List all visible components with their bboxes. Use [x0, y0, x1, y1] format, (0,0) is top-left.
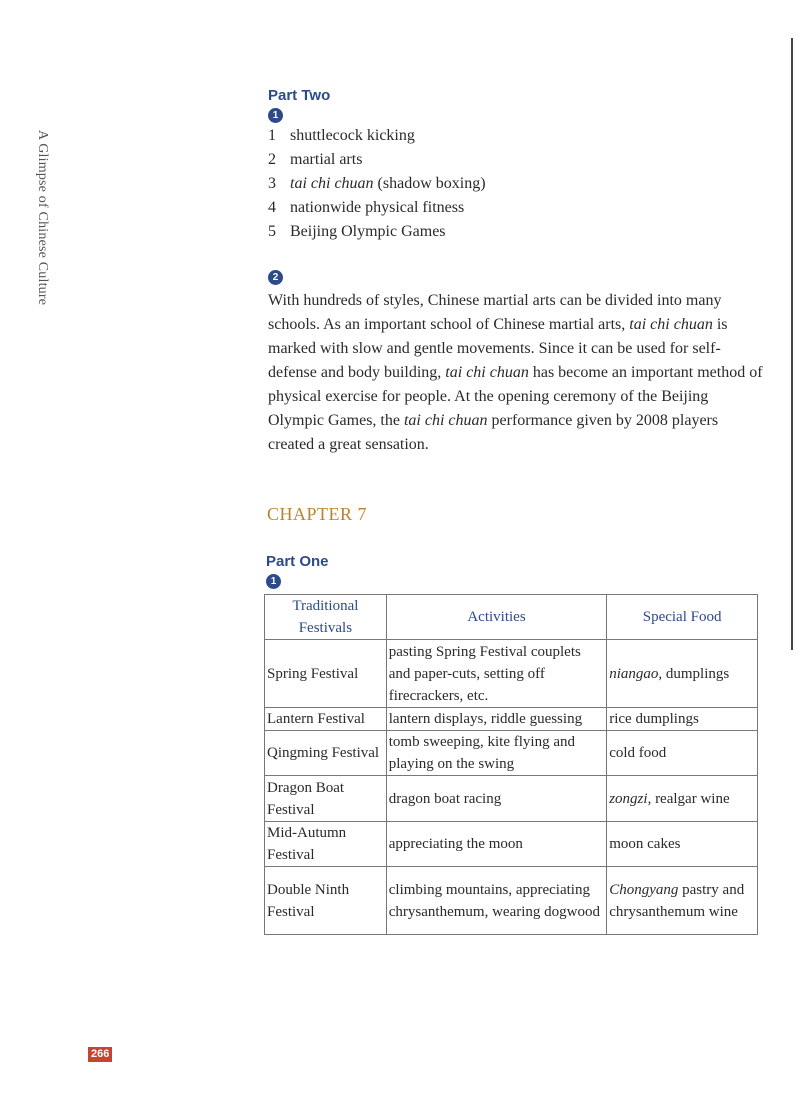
table-row: Spring Festival pasting Spring Festival couplets and paper-cuts, setting off firecrackers, etc. niangao, dumplings [265, 640, 758, 708]
table-row: Dragon Boat Festival dragon boat racing zongzi, realgar wine [265, 776, 758, 822]
exercise-marker-2: 2 [268, 270, 283, 285]
header-activities: Activities [386, 595, 606, 640]
table-row: Qingming Festival tomb sweeping, kite flying and playing on the swing cold food [265, 731, 758, 776]
book-title-vertical: A Glimpse of Chinese Culture [35, 130, 50, 306]
table-row: Double Ninth Festival climbing mountains, appreciating chrysanthemum, wearing dogwood Chongyang pastry and chrysanthemum wine [265, 867, 758, 935]
header-food: Special Food [607, 595, 758, 640]
list-item: 5 Beijing Olympic Games [268, 223, 446, 240]
answer-list [268, 124, 486, 244]
exercise-marker-1: 1 [268, 108, 283, 123]
table-row: Mid-Autumn Festival appreciating the moon moon cakes [265, 822, 758, 867]
festival-table [264, 594, 758, 935]
table-header-row [265, 595, 758, 640]
table-row: Lantern Festival lantern displays, riddle guessing rice dumplings [265, 708, 758, 731]
header-festivals: Traditional Festivals [265, 595, 387, 640]
list-item: 3 tai chi chuan (shadow boxing) [268, 175, 486, 192]
part-two-heading: Part Two [268, 87, 331, 104]
list-item: 1 shuttlecock kicking [268, 127, 415, 144]
page-number: 266 [88, 1047, 112, 1062]
part-one-heading: Part One [266, 553, 329, 570]
chapter-heading: CHAPTER 7 [267, 504, 368, 524]
page-edge-line [791, 38, 793, 650]
list-item: 2 martial arts [268, 151, 363, 168]
exercise-marker-1b: 1 [266, 574, 281, 589]
martial-arts-paragraph: With hundreds of styles, Chinese martial arts can be divided into many schools. As an important school of Chinese martial arts, tai chi chuan is marked with slow and gentle movements. Since it can be used for self-defense and body building, tai chi chuan has become an important method of physical exercise for people. At the opening ceremony of the Beijing Olympic Games, the tai chi chuan performance given by 2008 players created a great sensation. [268, 292, 763, 453]
list-item: 4 nationwide physical fitness [268, 199, 465, 216]
